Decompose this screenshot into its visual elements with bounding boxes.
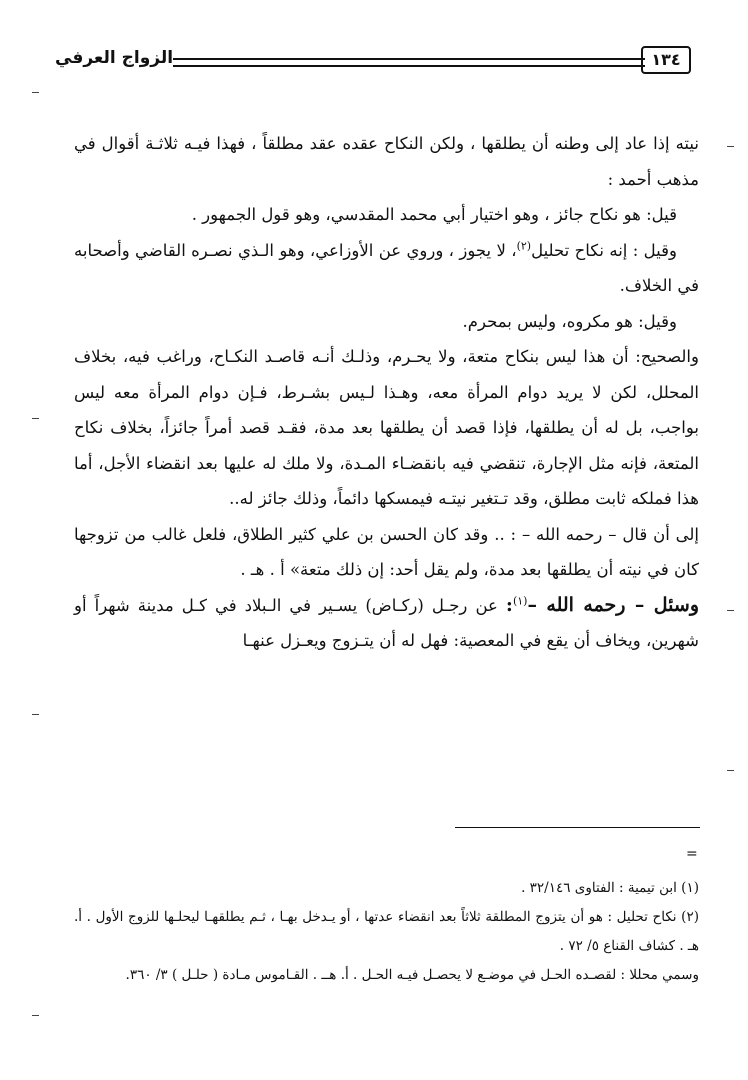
margin-tick bbox=[32, 418, 39, 419]
footnote-ref: (٢) bbox=[516, 239, 532, 252]
footnote: (٢) نكاح تحليل : هو أن يتزوج المطلقة ثلاثاً بعد انقضاء عدتها ، أو يـدخل بهـا ، ثـم يطلقهـا ليحلـها للزوج الأول . أ. هـ . كشاف القناع ٥/ ٧٢ . bbox=[74, 909, 699, 954]
paragraph: إلى أن قال – رحمه الله – : .. وقد كان الحسن بن علي كثير الطلاق، فلعل غالب من تزوجها كان في نيته أن يطلقها بعد مدة، ولم يقل أحد: إن ذلك متعة» أ . هـ . bbox=[74, 524, 699, 579]
paragraph-text: عن رجـل (ركـاض) يسـير في الـبلاد في كـل مدينة شهراً أو شهرين، ويخاف أن يقع في المعصية: فهل له أن يتـزوج ويعـزل عنهـا bbox=[74, 595, 699, 650]
margin-tick bbox=[727, 146, 734, 147]
margin-tick bbox=[32, 92, 39, 93]
paragraph: والصحيح: أن هذا ليس بنكاح متعة، ولا يحـرم، وذلـك أنـه قاصـد النكـاح، وراغب فيه، بخلاف المحلل، لكن لا يريد دوام المرأة معه، وهـذا لـيس بشـرط، فـإن دوام المرأة معه ليس بواجب، بل له أن يطلقها، فإذا قصد أن يطلقها بعد مدة، فقـد قصد أمراً جائزاً، بخلاف نكاح المتعة، فإنه مثل الإجارة، تنقضي فيه بانقضـاء المـدة، ولا ملك له عليها بعد انقضاء الأجل، أما هذا فملكه ثابت مطلق، وقد تـتغير نيتـه فيمسكها دائماً، وذلك جائز له.. bbox=[74, 347, 699, 508]
footnotes bbox=[74, 874, 699, 990]
footnote: وسمي محللا : لقصـده الحـل في موضـع لا يحصـل فيـه الحـل . أ. هــ . القـاموس مـادة ( حلـل ) ٣/ ٣٦٠. bbox=[125, 967, 699, 983]
page-number: ١٣٤ bbox=[641, 46, 691, 74]
header-double-rule bbox=[173, 58, 645, 67]
margin-tick bbox=[32, 714, 39, 715]
margin-tick bbox=[32, 1015, 39, 1016]
paragraph bbox=[74, 233, 699, 304]
question-heading: وسئل – رحمه الله – bbox=[527, 593, 700, 616]
paragraph: نيته إذا عاد إلى وطنه أن يطلقها ، ولكن النكاح عقده عقد مطلقاً ، فهذا فيـه ثلاثـة أقوال في مذهب أحمد : bbox=[74, 134, 699, 189]
footnote-ref: (١) bbox=[512, 594, 528, 607]
margin-tick bbox=[727, 770, 734, 771]
footnote: (١) ابن تيمية : الفتاوى ٣٢/١٤٦ . bbox=[521, 880, 699, 896]
footnote-continuation-mark: = bbox=[686, 846, 698, 862]
margin-tick bbox=[727, 610, 734, 611]
paragraph: قيل: هو نكاح جائز ، وهو اختيار أبي محمد المقدسي، وهو قول الجمهور . bbox=[191, 205, 677, 224]
running-title: الزواج العرفي bbox=[55, 48, 174, 68]
main-text bbox=[74, 126, 699, 659]
footnote-separator bbox=[455, 827, 700, 828]
paragraph: وقيل: هو مكروه، وليس بمحرم. bbox=[462, 311, 677, 331]
paragraph-text: ، لا يجوز ، وروي عن الأوزاعي، وهو الـذي نصـره القاضي وأصحابه في الخلاف. bbox=[74, 240, 699, 295]
paragraph bbox=[74, 588, 699, 659]
paragraph-text: وقيل : إنه نكاح تحليل bbox=[531, 240, 677, 260]
question-colon: : bbox=[505, 593, 513, 616]
page-header bbox=[55, 46, 705, 78]
